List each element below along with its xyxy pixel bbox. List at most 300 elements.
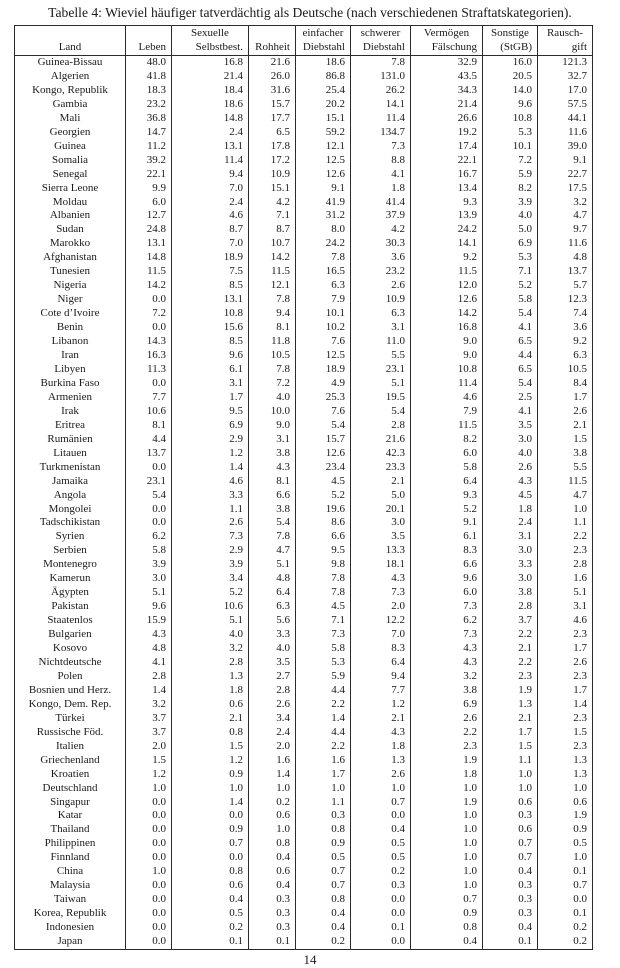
value-cell: 4.1 <box>483 405 538 419</box>
value-cell: 8.2 <box>411 433 483 447</box>
value-cell: 3.8 <box>411 684 483 698</box>
value-cell: 0.0 <box>351 809 411 823</box>
value-cell: 5.4 <box>483 377 538 391</box>
value-cell: 86.8 <box>296 70 351 84</box>
value-cell: 6.5 <box>249 126 296 140</box>
table-row <box>15 628 593 642</box>
country-cell: Kosovo <box>15 642 126 656</box>
table-row <box>15 70 593 84</box>
value-cell: 8.4 <box>538 377 593 391</box>
value-cell: 2.2 <box>411 726 483 740</box>
value-cell: 3.7 <box>126 726 172 740</box>
value-cell: 39.0 <box>538 140 593 154</box>
value-cell: 1.0 <box>411 823 483 837</box>
country-cell: Türkei <box>15 712 126 726</box>
value-cell: 3.9 <box>126 558 172 572</box>
column-header-line1: einfacher <box>302 27 344 39</box>
value-cell: 2.1 <box>483 642 538 656</box>
value-cell: 48.0 <box>126 56 172 70</box>
value-cell: 7.1 <box>296 614 351 628</box>
value-cell: 4.3 <box>351 726 411 740</box>
value-cell: 10.8 <box>483 112 538 126</box>
value-cell: 1.8 <box>411 768 483 782</box>
value-cell: 12.6 <box>296 447 351 461</box>
value-cell: 11.6 <box>538 237 593 251</box>
value-cell: 1.3 <box>351 754 411 768</box>
table-row <box>15 223 593 237</box>
value-cell: 3.1 <box>483 530 538 544</box>
country-cell: Rumänien <box>15 433 126 447</box>
value-cell: 44.1 <box>538 112 593 126</box>
table-row <box>15 321 593 335</box>
value-cell: 5.4 <box>249 516 296 530</box>
value-cell: 11.4 <box>411 377 483 391</box>
country-cell: Nigeria <box>15 279 126 293</box>
value-cell: 2.8 <box>483 600 538 614</box>
value-cell: 7.2 <box>249 377 296 391</box>
value-cell: 22.1 <box>411 154 483 168</box>
value-cell: 5.5 <box>351 349 411 363</box>
value-cell: 3.6 <box>538 321 593 335</box>
value-cell: 8.8 <box>351 154 411 168</box>
value-cell: 0.2 <box>351 865 411 879</box>
value-cell: 4.3 <box>351 572 411 586</box>
value-cell: 37.9 <box>351 209 411 223</box>
value-cell: 1.4 <box>296 712 351 726</box>
value-cell: 0.0 <box>126 796 172 810</box>
value-cell: 0.9 <box>411 907 483 921</box>
value-cell: 1.2 <box>172 447 249 461</box>
value-cell: 11.0 <box>351 335 411 349</box>
value-cell: 0.6 <box>483 823 538 837</box>
value-cell: 41.4 <box>351 196 411 210</box>
value-cell: 11.8 <box>249 335 296 349</box>
value-cell: 6.3 <box>538 349 593 363</box>
value-cell: 2.8 <box>172 656 249 670</box>
value-cell: 7.8 <box>351 56 411 70</box>
country-cell: Mali <box>15 112 126 126</box>
table-row <box>15 279 593 293</box>
value-cell: 6.4 <box>249 586 296 600</box>
country-cell: Algerien <box>15 70 126 84</box>
country-cell: Somalia <box>15 154 126 168</box>
value-cell: 18.6 <box>172 98 249 112</box>
column-header-line2: Diebstahl <box>302 40 345 53</box>
value-cell: 0.3 <box>483 809 538 823</box>
value-cell: 15.7 <box>296 433 351 447</box>
country-cell: Albanien <box>15 209 126 223</box>
value-cell: 16.8 <box>411 321 483 335</box>
value-cell: 12.7 <box>126 209 172 223</box>
value-cell: 0.7 <box>483 851 538 865</box>
value-cell: 41.8 <box>126 70 172 84</box>
value-cell: 1.7 <box>538 684 593 698</box>
value-cell: 1.0 <box>411 782 483 796</box>
country-cell: Indonesien <box>15 921 126 935</box>
value-cell: 0.2 <box>538 935 593 949</box>
value-cell: 3.0 <box>483 433 538 447</box>
value-cell: 6.4 <box>351 656 411 670</box>
value-cell: 9.6 <box>172 349 249 363</box>
value-cell: 1.2 <box>172 754 249 768</box>
value-cell: 5.0 <box>351 489 411 503</box>
value-cell: 0.8 <box>296 893 351 907</box>
value-cell: 0.0 <box>126 823 172 837</box>
value-cell: 3.7 <box>126 712 172 726</box>
value-cell: 19.6 <box>296 503 351 517</box>
value-cell: 1.0 <box>249 782 296 796</box>
value-cell: 3.2 <box>411 670 483 684</box>
table-row <box>15 112 593 126</box>
column-header-sonstige-stgb <box>483 26 538 56</box>
value-cell: 9.6 <box>126 600 172 614</box>
value-cell: 8.7 <box>172 223 249 237</box>
value-cell: 9.0 <box>411 349 483 363</box>
value-cell: 5.4 <box>296 419 351 433</box>
country-cell: Senegal <box>15 168 126 182</box>
value-cell: 2.2 <box>483 656 538 670</box>
country-cell: Gambia <box>15 98 126 112</box>
value-cell: 7.8 <box>249 363 296 377</box>
table-row <box>15 405 593 419</box>
value-cell: 2.3 <box>538 544 593 558</box>
value-cell: 2.3 <box>538 628 593 642</box>
value-cell: 12.6 <box>411 293 483 307</box>
value-cell: 8.1 <box>249 475 296 489</box>
value-cell: 0.8 <box>411 921 483 935</box>
value-cell: 2.3 <box>411 740 483 754</box>
table-row <box>15 712 593 726</box>
table-row <box>15 614 593 628</box>
value-cell: 3.3 <box>249 628 296 642</box>
value-cell: 0.9 <box>538 823 593 837</box>
value-cell: 9.6 <box>483 98 538 112</box>
value-cell: 1.6 <box>249 754 296 768</box>
value-cell: 0.5 <box>538 837 593 851</box>
value-cell: 0.0 <box>172 809 249 823</box>
value-cell: 8.5 <box>172 279 249 293</box>
value-cell: 1.5 <box>483 740 538 754</box>
value-cell: 0.0 <box>126 377 172 391</box>
value-cell: 19.5 <box>351 391 411 405</box>
table-header-row <box>15 26 593 56</box>
table-row <box>15 461 593 475</box>
value-cell: 7.0 <box>172 182 249 196</box>
country-cell: Turkmenistan <box>15 461 126 475</box>
value-cell: 5.2 <box>172 586 249 600</box>
table-row <box>15 642 593 656</box>
value-cell: 0.1 <box>249 935 296 949</box>
value-cell: 7.6 <box>296 335 351 349</box>
value-cell: 1.9 <box>483 684 538 698</box>
value-cell: 2.1 <box>483 712 538 726</box>
value-cell: 0.3 <box>296 809 351 823</box>
table-row <box>15 293 593 307</box>
value-cell: 7.0 <box>172 237 249 251</box>
value-cell: 19.2 <box>411 126 483 140</box>
value-cell: 9.1 <box>538 154 593 168</box>
value-cell: 4.1 <box>126 656 172 670</box>
value-cell: 2.6 <box>538 656 593 670</box>
value-cell: 7.2 <box>483 154 538 168</box>
value-cell: 1.7 <box>538 391 593 405</box>
value-cell: 18.1 <box>351 558 411 572</box>
value-cell: 1.0 <box>126 782 172 796</box>
value-cell: 8.3 <box>351 642 411 656</box>
value-cell: 22.7 <box>538 168 593 182</box>
value-cell: 9.2 <box>411 251 483 265</box>
value-cell: 17.0 <box>538 84 593 98</box>
value-cell: 0.2 <box>249 796 296 810</box>
value-cell: 42.3 <box>351 447 411 461</box>
value-cell: 14.2 <box>249 251 296 265</box>
value-cell: 8.6 <box>296 516 351 530</box>
value-cell: 41.9 <box>296 196 351 210</box>
value-cell: 1.5 <box>538 433 593 447</box>
value-cell: 1.9 <box>411 754 483 768</box>
table-row <box>15 656 593 670</box>
value-cell: 5.9 <box>483 168 538 182</box>
value-cell: 4.0 <box>172 628 249 642</box>
value-cell: 6.3 <box>351 307 411 321</box>
value-cell: 9.8 <box>296 558 351 572</box>
value-cell: 3.1 <box>249 433 296 447</box>
country-cell: Mongolei <box>15 503 126 517</box>
table-row <box>15 56 593 70</box>
value-cell: 4.4 <box>483 349 538 363</box>
value-cell: 4.0 <box>483 447 538 461</box>
value-cell: 3.0 <box>126 572 172 586</box>
value-cell: 0.0 <box>126 851 172 865</box>
value-cell: 3.4 <box>172 572 249 586</box>
value-cell: 9.2 <box>538 335 593 349</box>
value-cell: 7.5 <box>172 265 249 279</box>
value-cell: 2.6 <box>351 279 411 293</box>
value-cell: 12.2 <box>351 614 411 628</box>
value-cell: 3.9 <box>483 196 538 210</box>
column-header-vermoegen-faelschung <box>411 26 483 56</box>
value-cell: 0.2 <box>296 935 351 949</box>
value-cell: 16.3 <box>126 349 172 363</box>
value-cell: 10.8 <box>411 363 483 377</box>
value-cell: 0.1 <box>351 921 411 935</box>
table-row <box>15 935 593 949</box>
value-cell: 7.8 <box>296 586 351 600</box>
table-row <box>15 586 593 600</box>
value-cell: 1.8 <box>351 740 411 754</box>
value-cell: 26.6 <box>411 112 483 126</box>
value-cell: 8.2 <box>483 182 538 196</box>
value-cell: 12.6 <box>296 168 351 182</box>
value-cell: 9.4 <box>351 670 411 684</box>
value-cell: 18.4 <box>172 84 249 98</box>
value-cell: 17.5 <box>538 182 593 196</box>
value-cell: 0.7 <box>351 796 411 810</box>
value-cell: 31.2 <box>296 209 351 223</box>
value-cell: 11.5 <box>411 419 483 433</box>
country-cell: Russische Föd. <box>15 726 126 740</box>
value-cell: 121.3 <box>538 56 593 70</box>
value-cell: 3.1 <box>351 321 411 335</box>
column-header-sexuelle-selbstbest <box>172 26 249 56</box>
value-cell: 23.2 <box>351 265 411 279</box>
value-cell: 3.8 <box>249 447 296 461</box>
table-row <box>15 698 593 712</box>
value-cell: 3.6 <box>351 251 411 265</box>
value-cell: 0.5 <box>351 837 411 851</box>
value-cell: 0.4 <box>249 879 296 893</box>
page-number: 14 <box>303 952 317 967</box>
table-row <box>15 168 593 182</box>
country-cell: Litauen <box>15 447 126 461</box>
value-cell: 1.0 <box>538 851 593 865</box>
value-cell: 0.8 <box>249 837 296 851</box>
value-cell: 1.9 <box>411 796 483 810</box>
value-cell: 4.8 <box>538 251 593 265</box>
value-cell: 4.7 <box>538 209 593 223</box>
table-row <box>15 433 593 447</box>
value-cell: 3.2 <box>126 698 172 712</box>
value-cell: 2.4 <box>249 726 296 740</box>
value-cell: 0.3 <box>483 893 538 907</box>
value-cell: 131.0 <box>351 70 411 84</box>
column-header-line2: Leben <box>138 40 166 53</box>
value-cell: 10.6 <box>126 405 172 419</box>
value-cell: 0.9 <box>172 768 249 782</box>
value-cell: 6.0 <box>126 196 172 210</box>
value-cell: 0.0 <box>126 503 172 517</box>
value-cell: 2.6 <box>172 516 249 530</box>
value-cell: 1.0 <box>538 503 593 517</box>
country-cell: Kroatien <box>15 768 126 782</box>
table-row <box>15 921 593 935</box>
country-cell: Ägypten <box>15 586 126 600</box>
value-cell: 7.3 <box>296 628 351 642</box>
value-cell: 10.1 <box>296 307 351 321</box>
value-cell: 4.4 <box>126 433 172 447</box>
value-cell: 32.7 <box>538 70 593 84</box>
value-cell: 9.3 <box>411 196 483 210</box>
value-cell: 5.3 <box>483 251 538 265</box>
country-cell: Tadschikistan <box>15 516 126 530</box>
value-cell: 1.4 <box>249 768 296 782</box>
country-cell: Irak <box>15 405 126 419</box>
country-cell: Nichtdeutsche <box>15 656 126 670</box>
country-cell: Armenien <box>15 391 126 405</box>
value-cell: 9.0 <box>249 419 296 433</box>
value-cell: 4.2 <box>351 223 411 237</box>
value-cell: 0.6 <box>249 865 296 879</box>
value-cell: 10.9 <box>351 293 411 307</box>
value-cell: 4.4 <box>296 726 351 740</box>
value-cell: 2.8 <box>351 419 411 433</box>
value-cell: 4.0 <box>249 642 296 656</box>
table-row <box>15 558 593 572</box>
value-cell: 5.3 <box>296 656 351 670</box>
value-cell: 11.4 <box>172 154 249 168</box>
value-cell: 8.7 <box>249 223 296 237</box>
value-cell: 2.8 <box>126 670 172 684</box>
value-cell: 5.6 <box>249 614 296 628</box>
value-cell: 6.1 <box>172 363 249 377</box>
value-cell: 6.3 <box>249 600 296 614</box>
value-cell: 0.0 <box>126 809 172 823</box>
table-row <box>15 391 593 405</box>
value-cell: 1.2 <box>351 698 411 712</box>
value-cell: 2.1 <box>172 712 249 726</box>
country-cell: Singapur <box>15 796 126 810</box>
value-cell: 23.1 <box>126 475 172 489</box>
value-cell: 1.0 <box>411 809 483 823</box>
value-cell: 10.0 <box>249 405 296 419</box>
value-cell: 13.1 <box>172 140 249 154</box>
value-cell: 2.1 <box>351 475 411 489</box>
value-cell: 0.0 <box>126 837 172 851</box>
table-row <box>15 503 593 517</box>
value-cell: 4.6 <box>172 475 249 489</box>
document-page <box>0 4 620 968</box>
value-cell: 16.5 <box>296 265 351 279</box>
table-row <box>15 530 593 544</box>
value-cell: 13.4 <box>411 182 483 196</box>
country-cell: Marokko <box>15 237 126 251</box>
value-cell: 1.6 <box>296 754 351 768</box>
value-cell: 25.4 <box>296 84 351 98</box>
value-cell: 7.9 <box>411 405 483 419</box>
value-cell: 0.5 <box>351 851 411 865</box>
country-cell: Serbien <box>15 544 126 558</box>
value-cell: 1.1 <box>296 796 351 810</box>
value-cell: 1.8 <box>351 182 411 196</box>
value-cell: 0.4 <box>296 921 351 935</box>
value-cell: 1.0 <box>411 865 483 879</box>
value-cell: 6.0 <box>411 447 483 461</box>
value-cell: 0.9 <box>296 837 351 851</box>
value-cell: 17.2 <box>249 154 296 168</box>
country-cell: Guinea <box>15 140 126 154</box>
value-cell: 3.3 <box>483 558 538 572</box>
value-cell: 1.1 <box>172 503 249 517</box>
column-header-line1: schwerer <box>360 27 401 39</box>
value-cell: 7.8 <box>249 293 296 307</box>
value-cell: 2.6 <box>538 405 593 419</box>
value-cell: 8.1 <box>126 419 172 433</box>
value-cell: 2.6 <box>411 712 483 726</box>
country-cell: Iran <box>15 349 126 363</box>
value-cell: 6.2 <box>411 614 483 628</box>
value-cell: 21.6 <box>249 56 296 70</box>
value-cell: 0.6 <box>249 809 296 823</box>
value-cell: 4.3 <box>126 628 172 642</box>
value-cell: 0.7 <box>538 879 593 893</box>
value-cell: 12.1 <box>296 140 351 154</box>
value-cell: 1.1 <box>538 516 593 530</box>
table-row <box>15 377 593 391</box>
country-cell: Philippinen <box>15 837 126 851</box>
value-cell: 4.0 <box>249 391 296 405</box>
value-cell: 3.8 <box>538 447 593 461</box>
value-cell: 4.5 <box>483 489 538 503</box>
value-cell: 3.1 <box>538 600 593 614</box>
table-row <box>15 237 593 251</box>
value-cell: 0.6 <box>538 796 593 810</box>
value-cell: 3.4 <box>249 712 296 726</box>
table-row <box>15 447 593 461</box>
value-cell: 2.3 <box>538 670 593 684</box>
value-cell: 18.9 <box>296 363 351 377</box>
value-cell: 1.0 <box>483 768 538 782</box>
country-cell: Libyen <box>15 363 126 377</box>
